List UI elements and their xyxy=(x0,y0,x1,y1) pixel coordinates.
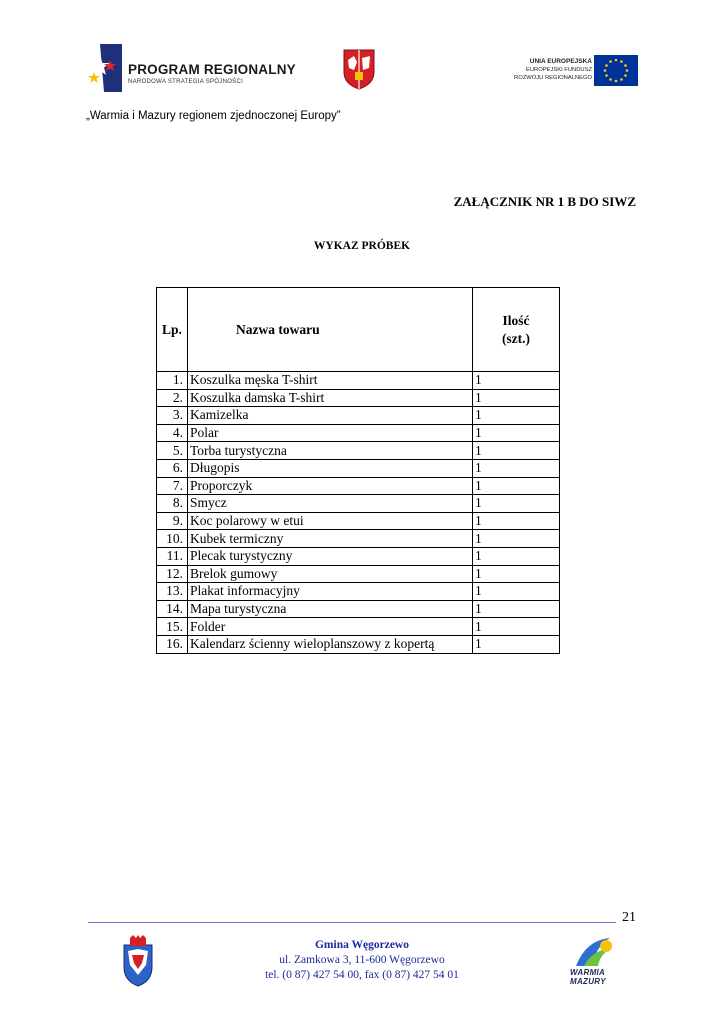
program-logo-title: PROGRAM REGIONALNY xyxy=(128,62,296,77)
row-qty: 1 xyxy=(473,424,560,442)
eu-logo-line2: EUROPEJSKI FUNDUSZ xyxy=(525,67,592,73)
row-name: Koszulka męska T-shirt xyxy=(188,372,473,390)
row-lp: 4. xyxy=(157,424,188,442)
header-qty xyxy=(473,288,560,372)
row-lp: 12. xyxy=(157,565,188,583)
row-qty: 1 xyxy=(473,477,560,495)
row-qty: 1 xyxy=(473,583,560,601)
row-qty: 1 xyxy=(473,530,560,548)
list-title: WYKAZ PRÓBEK xyxy=(313,240,411,252)
header-lp: Lp. xyxy=(157,288,188,372)
row-qty: 1 xyxy=(473,442,560,460)
row-name: Mapa turystyczna xyxy=(188,600,473,618)
eu-logo xyxy=(508,55,638,89)
row-name: Polar xyxy=(188,424,473,442)
row-name: Torba turystyczna xyxy=(188,442,473,460)
page-number: 21 xyxy=(622,910,636,925)
table-row xyxy=(157,600,560,618)
row-qty: 1 xyxy=(473,512,560,530)
row-name: Kamizelka xyxy=(188,407,473,425)
table-row xyxy=(157,495,560,513)
table-row xyxy=(157,389,560,407)
table-row xyxy=(157,372,560,390)
row-name: Plakat informacyjny xyxy=(188,583,473,601)
table-row xyxy=(157,459,560,477)
row-qty: 1 xyxy=(473,372,560,390)
row-qty: 1 xyxy=(473,495,560,513)
table-row xyxy=(157,618,560,636)
table-row xyxy=(157,477,560,495)
row-name: Kalendarz ścienny wieloplanszowy z kopertą xyxy=(188,635,473,653)
eu-logo-line1: UNIA EUROPEJSKA xyxy=(529,58,592,65)
row-qty: 1 xyxy=(473,407,560,425)
row-lp: 9. xyxy=(157,512,188,530)
row-name: Koszulka damska T-shirt xyxy=(188,389,473,407)
row-name: Kubek termiczny xyxy=(188,530,473,548)
warmia-mazury-crest-icon xyxy=(342,48,376,90)
row-name: Proporczyk xyxy=(188,477,473,495)
eu-flag-icon xyxy=(594,55,638,86)
attachment-title: ZAŁĄCZNIK NR 1 B DO SIWZ xyxy=(453,194,636,209)
header-qty-line2: (szt.) xyxy=(501,330,531,346)
row-qty: 1 xyxy=(473,618,560,636)
row-lp: 11. xyxy=(157,547,188,565)
samples-table xyxy=(156,287,560,654)
table-row xyxy=(157,512,560,530)
program-regionalny-icon xyxy=(86,42,122,92)
table-row xyxy=(157,424,560,442)
warmia-mazury-logo-icon xyxy=(566,936,622,970)
table-row xyxy=(157,635,560,653)
row-lp: 10. xyxy=(157,530,188,548)
row-name: Plecak turystyczny xyxy=(188,547,473,565)
row-name: Brelok gumowy xyxy=(188,565,473,583)
footer-contact: tel. (0 87) 427 54 00, fax (0 87) 427 54 01 xyxy=(265,969,459,981)
row-lp: 7. xyxy=(157,477,188,495)
table-header-row xyxy=(157,288,560,372)
program-regionalny-logo xyxy=(86,42,296,98)
row-lp: 14. xyxy=(157,600,188,618)
footer-address: ul. Zamkowa 3, 11-600 Węgorzewo xyxy=(279,954,445,966)
row-lp: 13. xyxy=(157,583,188,601)
row-name: Długopis xyxy=(188,459,473,477)
row-qty: 1 xyxy=(473,635,560,653)
row-qty: 1 xyxy=(473,565,560,583)
table-row xyxy=(157,407,560,425)
footer-municipality: Gmina Węgorzewo xyxy=(314,939,409,951)
regional-motto: „Warmia i Mazury regionem zjednoczonej Europy” xyxy=(86,110,341,122)
row-lp: 16. xyxy=(157,635,188,653)
warmia-mazury-logo xyxy=(566,936,622,990)
table-row xyxy=(157,530,560,548)
warmia-logo-line2: MAZURY xyxy=(570,977,606,986)
table-body xyxy=(157,372,560,654)
header-name: Nazwa towaru xyxy=(188,288,473,372)
row-lp: 5. xyxy=(157,442,188,460)
table-row xyxy=(157,565,560,583)
table-row xyxy=(157,583,560,601)
row-lp: 6. xyxy=(157,459,188,477)
row-lp: 2. xyxy=(157,389,188,407)
row-qty: 1 xyxy=(473,459,560,477)
row-qty: 1 xyxy=(473,389,560,407)
table-row xyxy=(157,442,560,460)
row-lp: 8. xyxy=(157,495,188,513)
row-qty: 1 xyxy=(473,600,560,618)
program-logo-subtitle: NARODOWA STRATEGIA SPÓJNOŚCI xyxy=(128,79,244,85)
row-name: Folder xyxy=(188,618,473,636)
row-qty: 1 xyxy=(473,547,560,565)
row-lp: 15. xyxy=(157,618,188,636)
footer-divider xyxy=(88,922,616,923)
header-qty-line1: Ilość xyxy=(502,312,530,328)
row-name: Koc polarowy w etui xyxy=(188,512,473,530)
table-row xyxy=(157,547,560,565)
row-lp: 3. xyxy=(157,407,188,425)
warmia-logo-line1: WARMIA xyxy=(570,968,606,977)
row-lp: 1. xyxy=(157,372,188,390)
row-name: Smycz xyxy=(188,495,473,513)
eu-logo-line3: ROZWOJU REGIONALNEGO xyxy=(514,75,592,81)
